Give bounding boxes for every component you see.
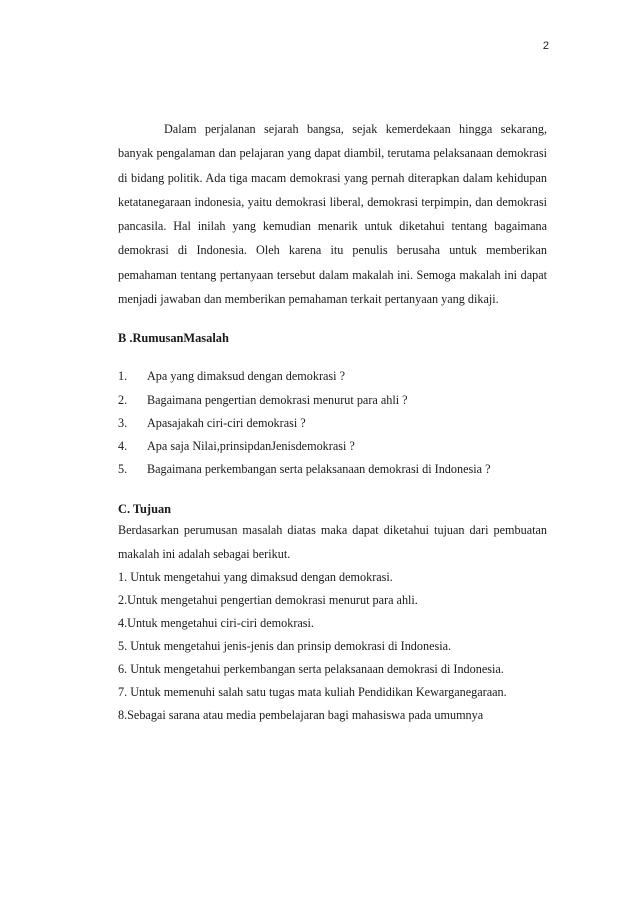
tujuan-list [118, 566, 547, 727]
list-item [118, 365, 547, 388]
tujuan-item: 5. Untuk mengetahui jenis-jenis dan prinsip demokrasi di Indonesia. [118, 639, 452, 654]
tujuan-item: 7. Untuk memenuhi salah satu tugas mata kuliah Pendidikan Kewarganegaraan. [118, 685, 507, 700]
list-item-number: 1. [118, 369, 128, 384]
list-item-text: Apa yang dimaksud dengan demokrasi ? [147, 369, 345, 384]
tujuan-item: 4.Untuk mengetahui ciri-ciri demokrasi. [118, 616, 314, 631]
list-item-text: Bagaimana perkembangan serta pelaksanaan demokrasi di Indonesia ? [147, 462, 491, 477]
rumusan-masalah-heading: B .RumusanMasalah [118, 331, 229, 346]
page-number: 2 [542, 40, 549, 52]
tujuan-item: 1. Untuk mengetahui yang dimaksud dengan demokrasi. [118, 570, 393, 585]
rumusan-masalah-list [118, 365, 547, 481]
list-item-number: 4. [118, 438, 128, 453]
list-item-number: 3. [118, 415, 128, 430]
intro-paragraph: Dalam perjalanan sejarah bangsa, sejak kemerdekaan hingga sekarang, banyak pengalaman dan pelajaran yang dapat diambil, terutama pelaksanaan demokrasi di bidang politik. Ada tiga macam demokrasi yang pernah diterapkan dalam kehidupan ketatanegaraan indonesia, yaitu demokrasi liberal, demokrasi terpimpin, dan demokrasi pancasila. Hal inilah yang kemudian menarik untuk diketahui tentang bagaimana demokrasi di Indonesia. Oleh karena itu penulis berusaha untuk memberikan pemahaman tentang pertanyaan tersebut dalam makalah ini. Semoga makalah ini dapat menjadi jawaban dan memberikan pemahaman terkait pertanyaan yang dikaji. [118, 122, 547, 307]
list-item [118, 389, 547, 412]
list-item-text: Apasajakah ciri-ciri demokrasi ? [147, 415, 306, 430]
list-item-number: 5. [118, 462, 128, 477]
list-item [118, 412, 547, 435]
tujuan-item: 2.Untuk mengetahui pengertian demokrasi menurut para ahli. [118, 593, 418, 608]
tujuan-intro: Berdasarkan perumusan masalah diatas maka dapat diketahui tujuan dari pembuatan makalah ini adalah sebagai berikut. [118, 523, 547, 562]
list-item-number: 2. [118, 392, 128, 407]
tujuan-heading: C. Tujuan [118, 502, 172, 517]
list-item [118, 435, 547, 458]
tujuan-item: 6. Untuk mengetahui perkembangan serta pelaksanaan demokrasi di Indonesia. [118, 662, 504, 677]
list-item-text: Apa saja Nilai,prinsipdanJenisdemokrasi ? [147, 438, 355, 453]
list-item-text: Bagaimana pengertian demokrasi menurut para ahli ? [147, 392, 408, 407]
list-item [118, 458, 547, 481]
tujuan-item: 8.Sebagai sarana atau media pembelajaran bagi mahasiswa pada umumnya [118, 708, 484, 723]
document-body [118, 117, 547, 727]
